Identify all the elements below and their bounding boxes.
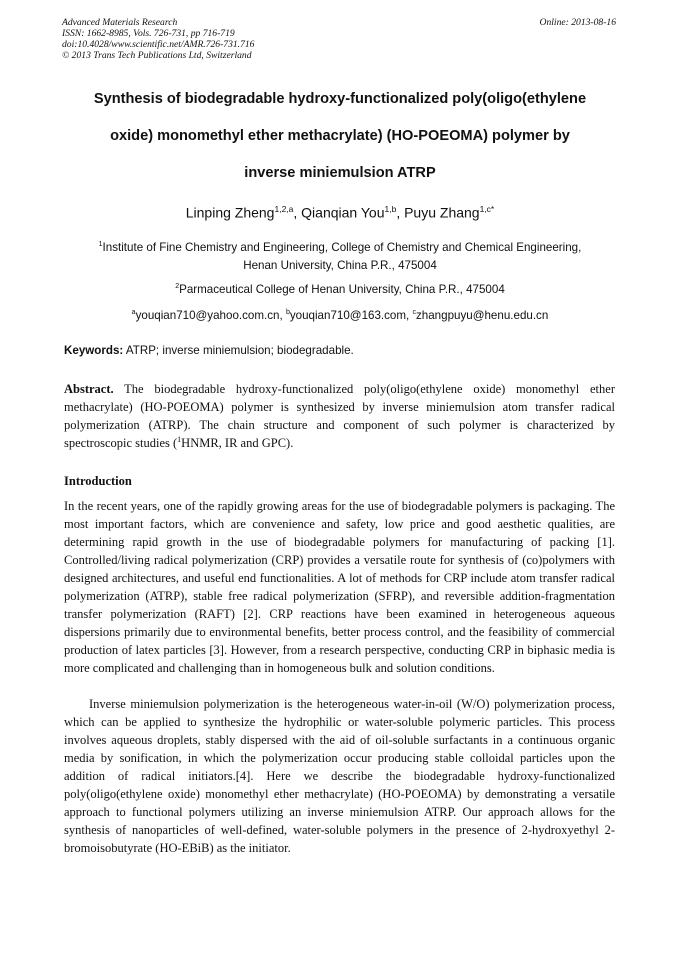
email-address: youqian710@yahoo.com.cn,	[135, 308, 286, 322]
journal-header	[62, 17, 254, 61]
paper-title-line-3: inverse miniemulsion ATRP	[244, 165, 436, 181]
author-name: Linping Zheng	[185, 204, 275, 221]
abstract-sup: 1	[177, 434, 182, 444]
keywords	[64, 344, 624, 357]
online-date: Online: 2013-08-16	[539, 17, 616, 28]
email-sup: a	[131, 309, 136, 316]
author-affiliation-sup: 1,2,a	[274, 204, 294, 214]
author-name: Puyu Zhang	[404, 204, 480, 221]
abstract-text: The biodegradable hydroxy-functionalized poly(oligo(ethylene oxide) monomethyl ether methacrylate) (HO-POEOMA) polymer is synthesized by inverse miniemulsion atom transfer radical polymerization (ATRP). The chain structure and component of such polymer is characterized by spectroscopic studies (	[64, 382, 615, 450]
author-affiliation-sup: 1,b	[384, 204, 397, 214]
email-sup: b	[285, 309, 290, 316]
email-address: youqian710@163.com,	[289, 308, 413, 322]
author-affiliation-sup: 1,c*	[479, 204, 495, 214]
introduction-paragraph-2: Inverse miniemulsion polymerization is the heterogeneous water-in-oil (W/O) polymerization process, which can be applied to synthesize the hydrophilic or water-soluble polymeric particles. This process involves aqueous droplets, stably dispersed with the aid of oil-soluble surfactants in a continuous organic media by sonification, in which the polymerization occur producing stable colloidal particles upon the addition of radical initiators.[4]. Here we describe the biodegradable hydroxy-functionalized poly(oligo(ethylene oxide) monomethyl ether methacrylate) (HO-POEOMA) by demonstrating a versatile approach to functional polymers utilizing an inverse miniemulsion ATRP. Our approach allows for the synthesis of nanoparticles of well-defined, water-soluble polymers in the presence of 2-hydroxyethyl 2-bromoisobutyrate (HO-EBiB) as the initiator.	[64, 697, 615, 855]
author-list	[40, 204, 640, 221]
issn-line: ISSN: 1662-8985, Vols. 726-731, pp 716-719	[62, 28, 235, 39]
email-list	[40, 304, 640, 325]
affiliation-text: Institute of Fine Chemistry and Engineering, College of Chemistry and Chemical Engineering,	[102, 240, 582, 254]
copyright-line: © 2013 Trans Tech Publications Ltd, Switzerland	[62, 50, 252, 61]
abstract-label: Abstract.	[64, 382, 114, 396]
email-sup: c	[412, 309, 416, 316]
paper-title-line-2: oxide) monomethyl ether methacrylate) (HO-POEOMA) polymer by	[110, 128, 570, 144]
introduction-paragraph-1: In the recent years, one of the rapidly growing areas for the use of biodegradable polymers is packaging. The most important factors, which are convenience and safety, low price and good aesthetic qualities, are determining rapid growth in the use of biodegradable polymers for manufacturing of packing [1]. Controlled/living radical polymerization (CRP) provides a versatile route for synthesis of (co)polymers with designed architectures, and useful end functionalities. A lot of methods for CRP include atom transfer radical polymerization (ATRP), stable free radical polymerization (SFRP), and reversible addition-fragmentation transfer polymerization (RAFT) [2]. CRP reactions have been examined in heterogeneous aqueous dispersions primarily due to environmental benefits, better process control, and the feasibility of commercial production of latex particles [3]. However, from a research perspective, conducting CRP in biphasic media is more complicated and challenging than in homogeneous bulk and solution conditions.	[64, 499, 615, 675]
email-address: zhangpuyu@henu.edu.cn	[415, 308, 549, 322]
author-name: Qianqian You	[301, 204, 385, 221]
online-date-header	[510, 17, 616, 28]
author-separator: ,	[396, 204, 405, 221]
paper-title-line-1: Synthesis of biodegradable hydroxy-functionalized poly(oligo(ethylene	[93, 91, 587, 107]
affiliation-sup: 2	[175, 283, 180, 290]
author-separator: ,	[293, 204, 302, 221]
keywords-text: ATRP; inverse miniemulsion; biodegradable.	[123, 344, 354, 357]
affiliation-sup: 1	[98, 241, 103, 248]
abstract	[64, 380, 615, 452]
affiliation-2	[40, 278, 640, 299]
affiliation-text: Henan University, China P.R., 475004	[243, 258, 437, 272]
keywords-label: Keywords:	[64, 344, 124, 357]
abstract-text-end: HNMR, IR and GPC).	[181, 436, 294, 450]
doi-line: doi:10.4028/www.scientific.net/AMR.726-731.716	[62, 39, 255, 50]
affiliation-1	[40, 236, 640, 275]
introduction-heading: Introduction	[64, 474, 132, 488]
journal-name: Advanced Materials Research	[62, 17, 178, 28]
affiliation-text: Parmaceutical College of Henan University, China P.R., 475004	[179, 282, 505, 296]
